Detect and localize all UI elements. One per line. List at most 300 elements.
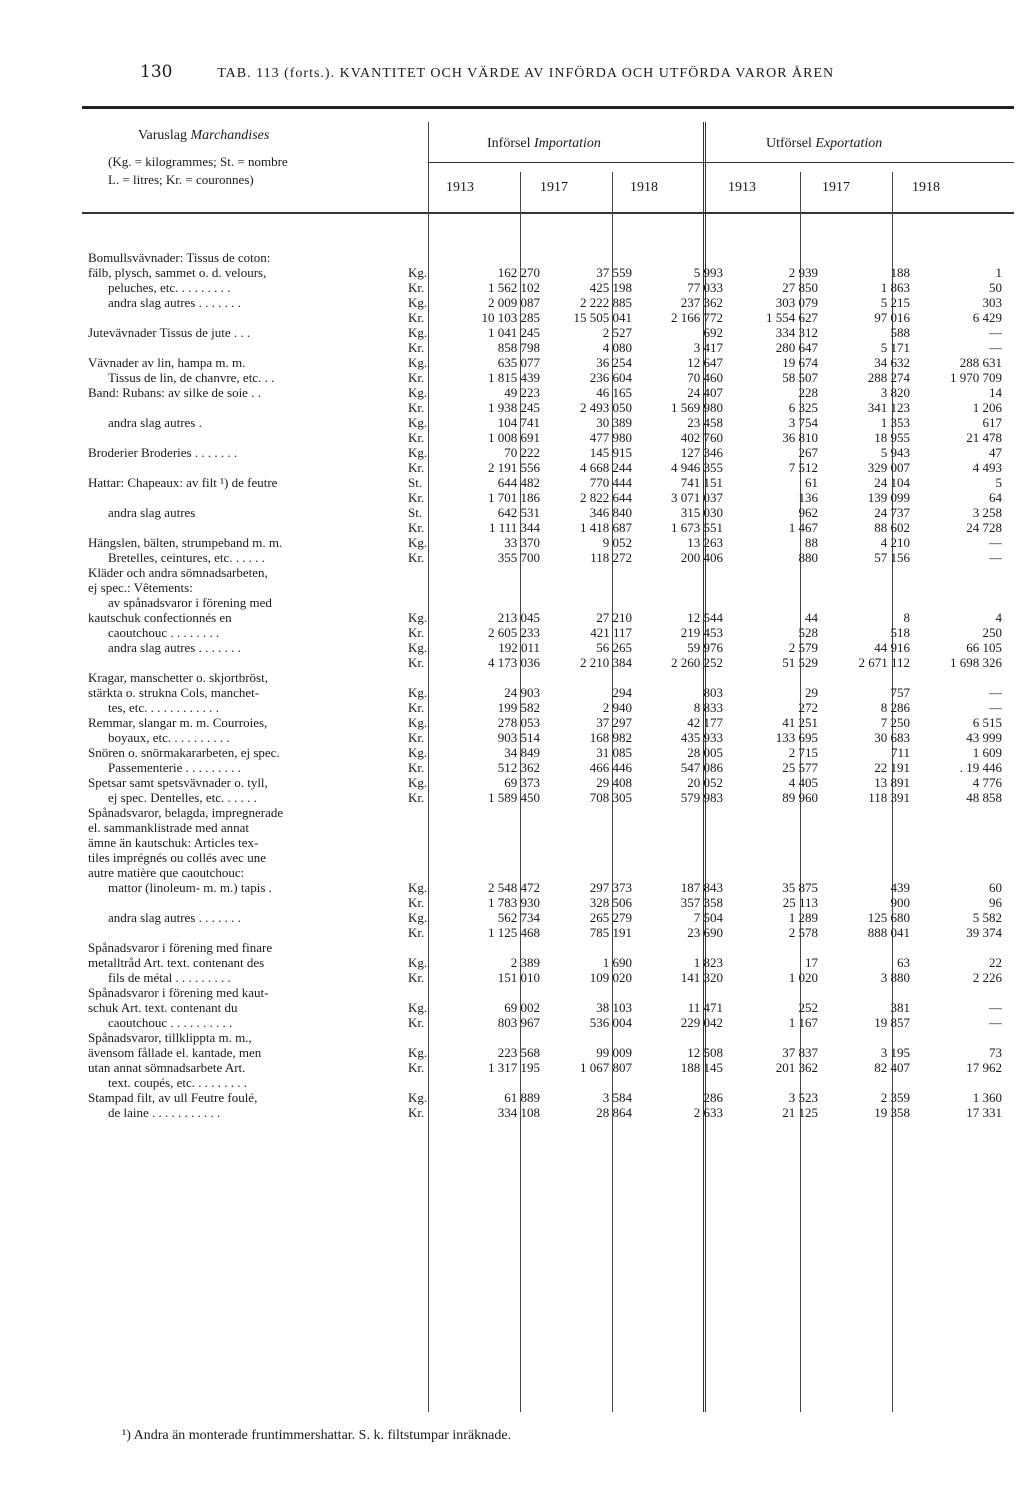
row-unit: Kg. [408,1045,428,1060]
cell-value [818,985,910,1000]
cell-value: 5 582 [972,910,1002,925]
cell-value: 24 903 [504,685,540,700]
table-row [88,655,1002,670]
cell-value [818,565,910,580]
cell-value: 5 171 [880,340,910,355]
cell-value: 125 680 [867,910,910,925]
row-unit: Kg. [408,1090,428,1105]
cell-value [910,835,1002,850]
cell-value [632,865,723,880]
cell-value: 200 406 [680,550,723,565]
cell-value: 962 [798,505,818,520]
cell-value: 1 554 627 [766,310,818,325]
cell-value: 64 [989,490,1002,505]
row-unit: Kr. [408,310,425,325]
cell-value [632,985,723,1000]
cell-value: 4 668 244 [580,460,632,475]
cell-value: 770 444 [589,475,632,490]
cell-value [632,835,723,850]
table-row [88,325,1002,340]
cell-value: 439 [890,880,910,895]
cell-value: 803 [703,685,723,700]
cell-value: — [989,1000,1002,1015]
row-label: Spånadsvaror i förening med finare [88,940,273,955]
cell-value: 1 823 [693,955,723,970]
cell-value: 4 405 [788,775,818,790]
cell-value: 3 754 [788,415,818,430]
table-row [88,760,1002,775]
cell-value: 24 407 [687,385,723,400]
row-label [88,310,408,325]
cell-value: 2 359 [880,1090,910,1105]
table-row [88,340,1002,355]
table-row [88,475,1002,490]
cell-value: 1 041 245 [488,325,540,340]
cell-value: 579 983 [680,790,723,805]
table-row [88,775,1002,790]
cell-value: 7 504 [693,910,723,925]
row-unit [408,985,448,1000]
cell-value: 435 933 [680,730,723,745]
table-row [88,490,1002,505]
cell-value [540,805,632,820]
cell-value: 97 016 [874,310,910,325]
row-label: av spånadsvaror i förening med [108,595,272,610]
cell-value [540,940,632,955]
row-unit [408,670,448,685]
cell-value [818,835,910,850]
cell-value [448,565,540,580]
row-unit: Kr. [408,460,425,475]
cell-value: 900 [890,895,910,910]
cell-value [632,1075,723,1090]
cell-value: 219 453 [680,625,723,640]
row-unit: Kr. [408,730,425,745]
cell-value: 2 671 112 [858,655,910,670]
page-header [140,62,1014,86]
header-bottom-rule [82,212,1014,214]
cell-value: 88 [805,535,818,550]
cell-value: 22 [989,955,1002,970]
cell-value [910,595,1002,610]
cell-value: 477 980 [589,430,632,445]
table-row [88,595,1002,610]
table-row [88,745,1002,760]
cell-value: 357 358 [680,895,723,910]
cell-value: 19 674 [782,355,818,370]
cell-value [632,1030,723,1045]
cell-value: 1 562 102 [488,280,540,295]
cell-value [540,850,632,865]
row-unit: Kr. [408,340,425,355]
row-unit: Kr. [408,655,425,670]
cell-value [818,580,910,595]
row-label: Kragar, manschetter o. skjortbröst, [88,670,268,685]
cell-value: 4 173 036 [488,655,540,670]
row-label: Spånadsvaror, belagda, impregnerade [88,805,284,820]
table-row [88,670,1002,685]
cell-value: 4 776 [972,775,1002,790]
cell-value: 31 085 [596,745,632,760]
cell-value: 3 584 [602,1090,632,1105]
cell-value: 1 020 [788,970,818,985]
cell-value: 1 569 980 [671,400,723,415]
cell-value: 1 815 439 [488,370,540,385]
cell-value: 272 [798,700,818,715]
cell-value: 20 052 [687,775,723,790]
cell-value: 22 191 [874,760,910,775]
cell-value [818,865,910,880]
table-row [88,565,1002,580]
cell-value [910,940,1002,955]
cell-value: 3 258 [972,505,1002,520]
cell-value: 1 360 [972,1090,1002,1105]
cell-value: 425 198 [589,280,632,295]
cell-value: 201 362 [775,1060,818,1075]
row-label: Kläder och andra sömnadsarbeten, [88,565,268,580]
cell-value: 512 362 [497,760,540,775]
cell-value: 711 [890,745,910,760]
row-label [88,340,408,355]
table-row [88,505,1002,520]
cell-value: — [989,1015,1002,1030]
cell-value: — [989,685,1002,700]
cell-value [448,805,540,820]
cell-value [723,565,818,580]
cell-value: 355 700 [497,550,540,565]
row-label: caoutchouc . . . . . . . . . . [108,1015,233,1030]
cell-value: — [989,325,1002,340]
cell-value [818,850,910,865]
col-head-varuslag: Varuslag Marchandises [138,128,270,143]
cell-value: 1 067 807 [580,1060,632,1075]
cell-value [910,820,1002,835]
cell-value [448,670,540,685]
cell-value: 23 458 [687,415,723,430]
footnote: ¹) Andra än monterade fruntimmershattar. S. k. filtstumpar inräknade. [122,1428,512,1443]
cell-value: 588 [890,325,910,340]
cell-value [448,940,540,955]
row-unit [408,1075,448,1090]
cell-value: — [989,700,1002,715]
cell-value: 341 123 [867,400,910,415]
row-label: andra slag autres [108,505,196,520]
row-unit: Kg. [408,685,428,700]
table-row [88,955,1002,970]
table-row [88,700,1002,715]
row-unit: Kg. [408,415,428,430]
cell-value: 2 166 772 [671,310,723,325]
row-label: andra slag autres . . . . . . . [108,295,241,310]
cell-value: 23 690 [687,925,723,940]
table-row [88,715,1002,730]
row-unit: Kr. [408,1060,425,1075]
cell-value: 70 460 [687,370,723,385]
row-unit: Kr. [408,550,425,565]
cell-value [723,820,818,835]
cell-value: 96 [989,895,1002,910]
cell-value: 4 946 355 [671,460,723,475]
cell-value: 118 272 [590,550,632,565]
row-unit: Kr. [408,625,425,640]
table-row [88,805,1002,820]
cell-value: . 19 446 [959,760,1002,775]
row-unit: Kg. [408,295,428,310]
row-label: Vävnader av lin, hampa m. m. [88,355,246,370]
cell-value [540,820,632,835]
cell-value [448,595,540,610]
cell-value: 37 559 [596,265,632,280]
cell-value: 518 [890,625,910,640]
table-row [88,250,1002,265]
row-unit: Kr. [408,1015,425,1030]
row-label [88,925,408,940]
cell-value: 2 260 252 [671,655,723,670]
cell-value: 35 875 [782,880,818,895]
cell-value: 199 582 [497,700,540,715]
row-label: ej spec.: Vêtements: [88,580,193,595]
year-export-1913: 1913 [728,180,756,195]
row-label: schuk Art. text. contenant du [88,1000,238,1015]
cell-value [910,565,1002,580]
row-label: Jutevävnader Tissus de jute . . . [88,325,251,340]
cell-value: 236 604 [589,370,632,385]
table-row [88,985,1002,1000]
cell-value: 1 125 468 [488,925,540,940]
row-unit [408,250,448,265]
cell-value [723,805,818,820]
cell-value: 136 [798,490,818,505]
cell-value [632,805,723,820]
cell-value: 2 940 [602,700,632,715]
cell-value: 47 [989,445,1002,460]
row-label: peluches, etc. . . . . . . . . [108,280,231,295]
cell-value: 30 389 [596,415,632,430]
cell-value: 15 505 041 [573,310,632,325]
cell-value: 2 009 087 [488,295,540,310]
cell-value: 328 506 [589,895,632,910]
cell-value: 9 052 [602,535,632,550]
row-unit [408,1030,448,1045]
cell-value [632,940,723,955]
cell-value: 6 429 [972,310,1002,325]
cell-value: 21 478 [966,430,1002,445]
cell-value [910,670,1002,685]
row-unit: Kg. [408,880,428,895]
cell-value: 228 [798,385,818,400]
cell-value: 29 [805,685,818,700]
row-unit: Kg. [408,715,428,730]
cell-value: 803 967 [497,1015,540,1030]
cell-value: 2 389 [510,955,540,970]
cell-value: 466 446 [589,760,632,775]
row-label [88,895,408,910]
table-row [88,1015,1002,1030]
cell-value: 29 408 [596,775,632,790]
cell-value: 334 108 [497,1105,540,1120]
cell-value [448,850,540,865]
cell-value: 3 417 [693,340,723,355]
cell-value: 223 568 [497,1045,540,1060]
cell-value: 34 632 [874,355,910,370]
cell-value [540,250,632,265]
table-row [88,730,1002,745]
table-row [88,280,1002,295]
cell-value: 3 195 [880,1045,910,1060]
row-label: Tissus de lin, de chanvre, etc. . . [108,370,275,385]
table-row [88,1045,1002,1060]
cell-value: 1 [995,265,1002,280]
cell-value [818,595,910,610]
cell-value: 24 737 [874,505,910,520]
row-label: Snören o. snörmakararbeten, ej spec. [88,745,280,760]
row-label: fils de métal . . . . . . . . . [108,970,231,985]
cell-value: 1 289 [788,910,818,925]
row-label: Hattar: Chapeaux: av filt ¹) de feutre [88,475,278,490]
cell-value: 28 864 [596,1105,632,1120]
cell-value: 294 [612,685,632,700]
cell-value: 109 020 [589,970,632,985]
cell-value: 303 079 [775,295,818,310]
row-unit [408,835,448,850]
cell-value: 46 165 [596,385,632,400]
table-row [88,520,1002,535]
table-row [88,940,1002,955]
year-export-1918: 1918 [912,180,940,195]
cell-value: 162 270 [497,265,540,280]
table-row [88,445,1002,460]
cell-value: 11 471 [687,1000,723,1015]
col-head-utfors: Utförsel Exportation [766,136,883,151]
row-unit: Kr. [408,280,425,295]
cell-value: 303 [982,295,1002,310]
cell-value: 757 [890,685,910,700]
cell-value: 41 251 [782,715,818,730]
cell-value: 2 822 644 [580,490,632,505]
cell-value: 139 099 [867,490,910,505]
table-row [88,1075,1002,1090]
cell-value [723,580,818,595]
year-import-1913: 1913 [446,180,474,195]
cell-value: 28 005 [687,745,723,760]
cell-value: 265 279 [589,910,632,925]
cell-value: 329 007 [867,460,910,475]
cell-value: 635 077 [497,355,540,370]
cell-value: 708 305 [589,790,632,805]
cell-value: 2 605 233 [488,625,540,640]
cell-value: 288 631 [959,355,1002,370]
row-unit: Kg. [408,385,428,400]
row-label: caoutchouc . . . . . . . . [108,625,220,640]
cell-value: 4 080 [602,340,632,355]
cell-value: 2 548 472 [488,880,540,895]
cell-value [818,1030,910,1045]
cell-value: 5 215 [880,295,910,310]
table-row [88,835,1002,850]
row-unit: Kg. [408,745,428,760]
cell-value: 315 030 [680,505,723,520]
row-unit: Kr. [408,490,425,505]
row-label [88,520,408,535]
table-row [88,310,1002,325]
cell-value: 133 695 [775,730,818,745]
row-unit: Kg. [408,610,428,625]
cell-value: 1 467 [788,520,818,535]
cell-value: 888 041 [867,925,910,940]
row-unit: Kr. [408,790,425,805]
cell-value: 1 317 195 [488,1060,540,1075]
cell-value [448,820,540,835]
cell-value: 4 493 [972,460,1002,475]
cell-value: 44 [805,610,818,625]
cell-value: 145 915 [589,445,632,460]
row-label: ävensom fållade el. kantade, men [88,1045,262,1060]
cell-value: 1 863 [880,280,910,295]
cell-value: 192 011 [498,640,540,655]
cell-value: 188 145 [680,1060,723,1075]
cell-value [540,985,632,1000]
cell-value: 4 210 [880,535,910,550]
cell-value: 1 698 326 [950,655,1002,670]
cell-value [540,1075,632,1090]
row-unit: Kr. [408,925,425,940]
row-unit: Kr. [408,970,425,985]
cell-value [818,820,910,835]
row-label: ämne än kautschuk: Articles tex- [88,835,259,850]
table-row [88,580,1002,595]
cell-value: 1 970 709 [950,370,1002,385]
row-unit: Kr. [408,895,425,910]
cell-value: 42 177 [687,715,723,730]
cell-value: 858 798 [497,340,540,355]
cell-value: 421 117 [590,625,632,640]
table-row [88,610,1002,625]
cell-value [632,820,723,835]
cell-value: 66 105 [966,640,1002,655]
cell-value: 250 [982,625,1002,640]
cell-value: 252 [798,1000,818,1015]
cell-value: 1 701 186 [488,490,540,505]
cell-value: 3 071 037 [671,490,723,505]
cell-value: 27 210 [596,610,632,625]
cell-value: 25 577 [782,760,818,775]
cell-value: 18 955 [874,430,910,445]
table-row [88,880,1002,895]
cell-value: 1 206 [972,400,1002,415]
cell-value [723,595,818,610]
cell-value: 8 [903,610,910,625]
cell-value: 82 407 [874,1060,910,1075]
cell-value [723,865,818,880]
cell-value [723,250,818,265]
cell-value: 1 673 551 [671,520,723,535]
cell-value: 61 [805,475,818,490]
cell-value: 58 507 [782,370,818,385]
cell-value: 8 833 [693,700,723,715]
cell-value: — [989,535,1002,550]
cell-value [448,1075,540,1090]
cell-value: 5 993 [693,265,723,280]
cell-value: 3 820 [880,385,910,400]
row-unit: Kr. [408,400,425,415]
cell-value [910,250,1002,265]
cell-value: 34 849 [504,745,540,760]
cell-value: 2 633 [693,1105,723,1120]
cell-value: — [989,340,1002,355]
cell-value: 60 [989,880,1002,895]
table-row [88,820,1002,835]
cell-value [723,835,818,850]
